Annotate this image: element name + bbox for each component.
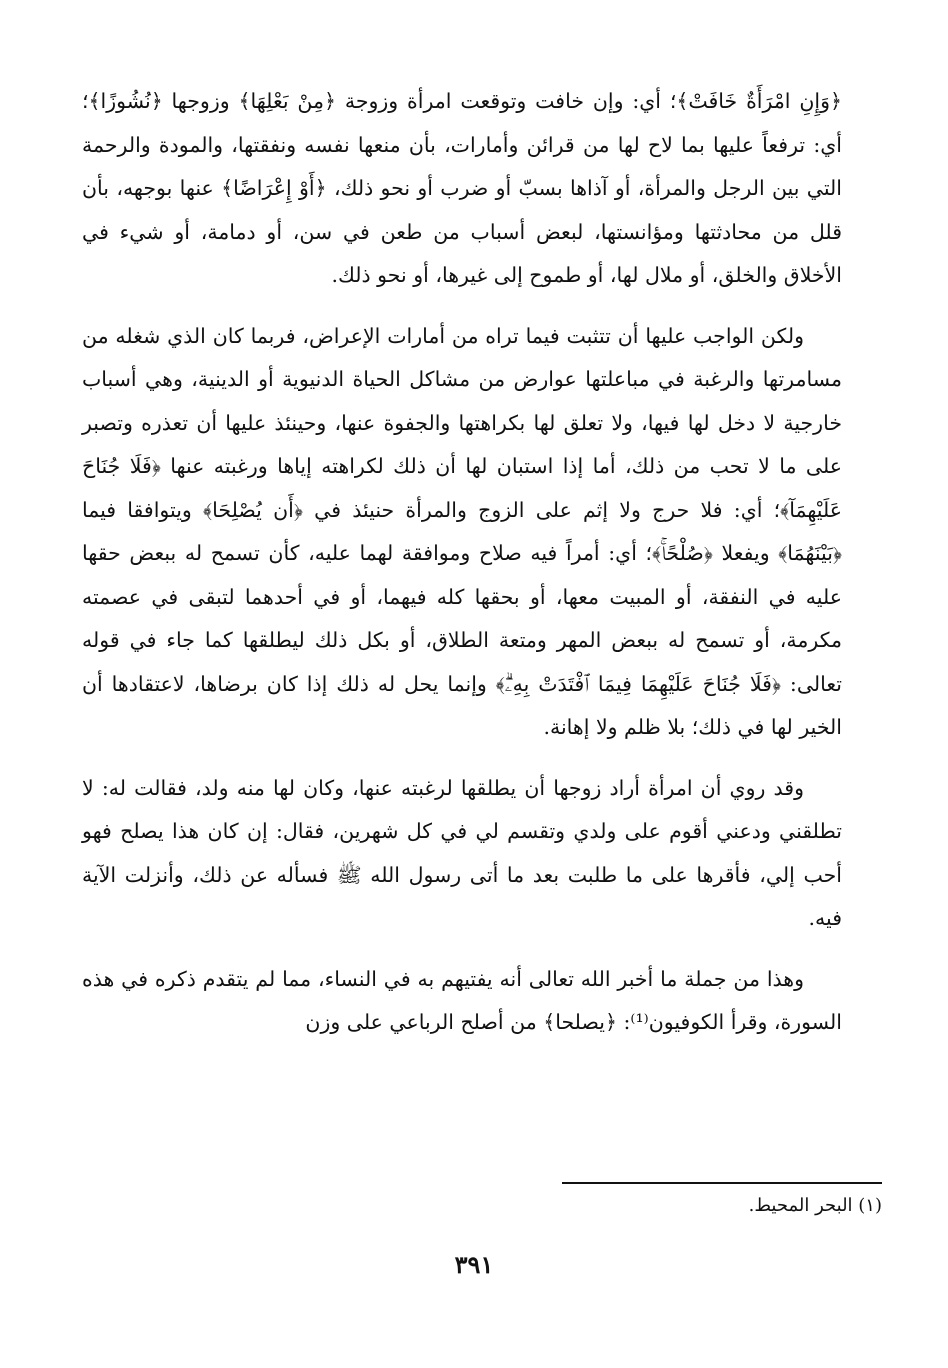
paragraph-3: وقد روي أن امرأة أراد زوجها أن يطلقها لرغبته عنها، وكان لها منه ولد، فقالت له: لا تطلقني ودعني أقوم على ولدي وتقسم لي في كل شهرين، فقال: إن كان هذا يصلح فهو أحب إلي، فأقرها على ما طلبت بعد ما أتى رسول الله ﷺ فسأله عن ذلك، وأنزلت الآية فيه. xyxy=(82,775,842,930)
footnote-divider xyxy=(562,1182,882,1184)
page-number: ٣٩١ xyxy=(454,1250,494,1279)
paragraph-4: وهذا من جملة ما أخبر الله تعالى أنه يفتيهم به في النساء، مما لم يتقدم ذكره في هذه السورة، وقرأ الكوفيون⁽¹⁾: ﴿يصلحا﴾ من أصلح الرباعي على وزن xyxy=(82,966,842,1034)
paragraph-1: ﴿وَإِنِ امْرَأَةٌ خَافَتْ﴾؛ أي: وإن خافت وتوقعت امرأة وزوجة ﴿مِنْ بَعْلِهَا﴾ وزوجها ﴿نُشُوزًا﴾؛ أي: ترفعاً عليها بما لاح لها من قرائن وأمارات، بأن منعها نفسه ونفقتها، والمودة والرحمة التي بين الرجل والمرأة، أو آذاها بسبّ أو ضرب أو نحو ذلك، ﴿أَوْ إِعْرَاضًا﴾ عنها بوجهه، بأن قلل من محادثتها ومؤانستها، لبعض أسباب من طعن في سن، أو دمامة، أو شيء في الأخلاق والخلق، أو ملال لها، أو طموح إلى غيرها، أو نحو ذلك. xyxy=(82,89,842,287)
body-text xyxy=(82,80,842,1062)
paragraph-2: ولكن الواجب عليها أن تتثبت فيما تراه من أمارات الإعراض، فربما كان الذي شغله من مسامرتها والرغبة في مباعلتها عوارض من مشاكل الحياة الدنيوية أو الدينية، وهي أسباب خارجية لا دخل لها فيها، ولا تعلق لها بكراهتها والجفوة عنها، وحينئذ عليها أن تعذره وتصبر على ما لا تحب من ذلك، أما إذا استبان لها أن ذلك لكراهته إياها ورغبته عنها ﴿فَلَا جُنَاحَ عَلَيْهِمَآ﴾؛ أي: فلا حرج ولا إثم على الزوج والمرأة حنيئذ في ﴿أَن يُصْلِحَا﴾ ويتوافقا فيما ﴿بَيْنَهُمَا﴾ ويفعلا ﴿صُلْحًاۚ﴾؛ أي: أمراً فيه صلاح وموافقة لهما عليه، كأن تسمح له ببعض حقها عليه في النفقة، أو المبيت معها، أو بحقها كله فيهما، أو في أحدهما لتبقى في عصمته مكرمة، أو تسمح له ببعض المهر ومتعة الطلاق، أو بكل ذلك ليطلقها كما جاء في قوله تعالى: ﴿فَلَا جُنَاحَ عَلَيْهِمَا فِيمَا ٱفْتَدَتْ بِهِۦۗ﴾ وإنما يحل له ذلك إذا كان برضاها، لاعتقادها أن الخير لها في ذلك؛ بلا ظلم ولا إهانة. xyxy=(82,323,842,739)
footnote: (١) البحر المحيط. xyxy=(748,1195,882,1216)
